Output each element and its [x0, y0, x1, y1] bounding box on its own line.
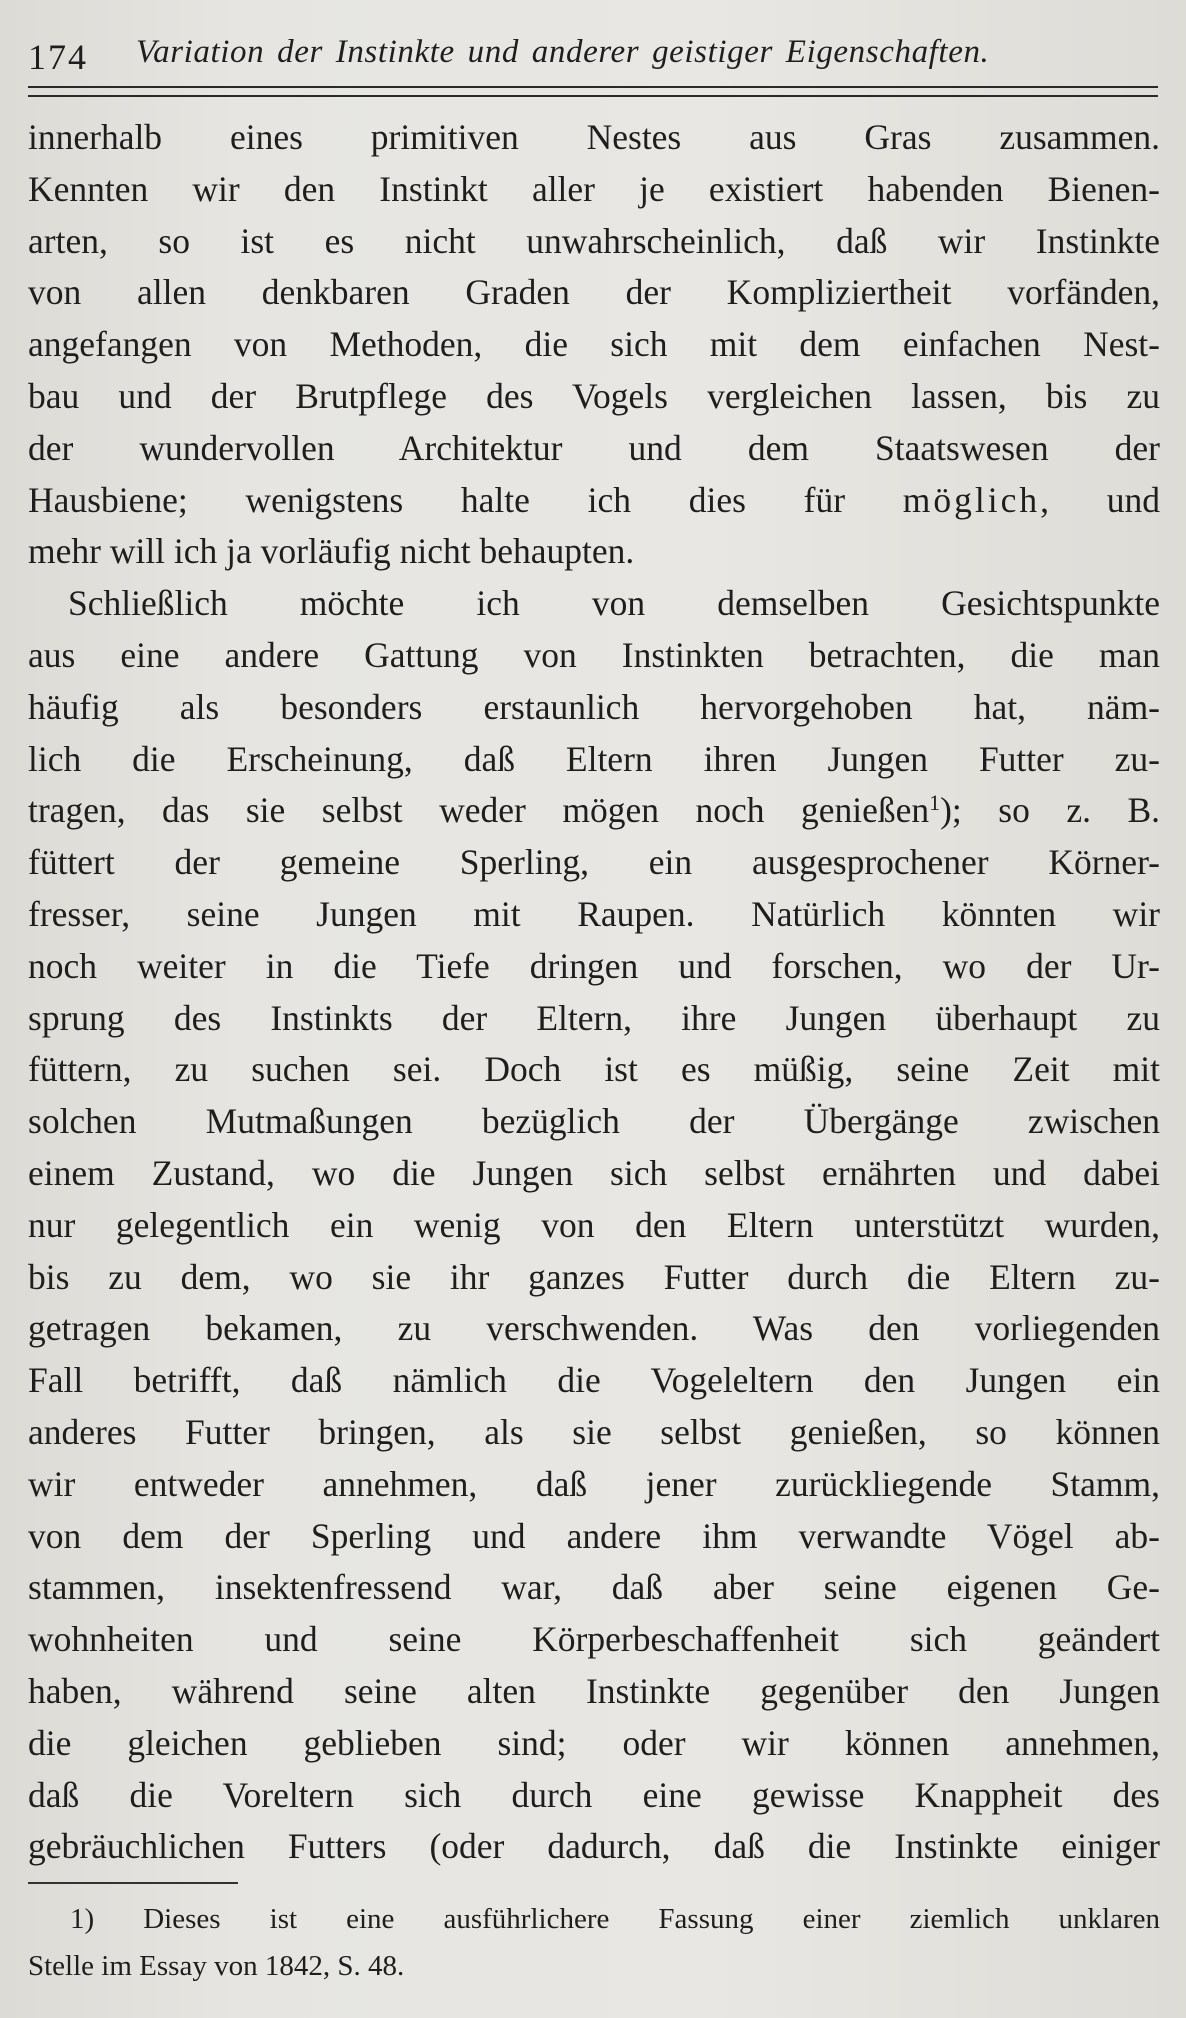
emphasized-word: möglich: [902, 479, 1041, 520]
text-fragment: ); so z. B.: [940, 790, 1160, 831]
text-line: füttert der gemeine Sperling, ein ausgesprochener Körner-: [28, 842, 1160, 883]
text-line: noch weiter in die Tiefe dringen und forschen, wo der Ur-: [28, 945, 1160, 986]
text-line: der wundervollen Architektur und dem Staatswesen der: [28, 427, 1160, 468]
footnote-line: 1) Dieses ist eine ausführlichere Fassung einer ziemlich unklaren: [70, 1903, 1160, 1935]
text-line: Fall betrifft, daß nämlich die Vogeleltern den Jungen ein: [28, 1360, 1160, 1401]
text-line: [28, 785, 1160, 837]
text-fragment: Hausbiene; wenigstens halte ich dies für: [28, 479, 846, 520]
text-line: Kennten wir den Instinkt aller je existiert habenden Bienen-: [28, 168, 1160, 209]
text-line: getragen bekamen, zu verschwenden. Was den vorliegenden: [28, 1308, 1160, 1349]
text-line: solchen Mutmaßungen bezüglich der Übergänge zwischen: [28, 1101, 1160, 1142]
paragraph-1: [28, 112, 1160, 578]
text-line: fresser, seine Jungen mit Raupen. Natürlich könnten wir: [28, 893, 1160, 934]
text-line: haben, während seine alten Instinkte gegenüber den Jungen: [28, 1670, 1160, 1711]
text-line: einem Zustand, wo die Jungen sich selbst ernährten und dabei: [28, 1152, 1160, 1193]
footnote: [28, 1896, 1160, 1990]
paragraph-2: [28, 578, 1160, 1873]
text-line: aus eine andere Gattung von Instinkten betrachten, die man: [28, 634, 1160, 675]
text-line: wir entweder annehmen, daß jener zurückliegende Stamm,: [28, 1463, 1160, 1504]
page-header: [28, 30, 1158, 80]
text-line: stammen, insektenfressend war, daß aber seine eigenen Ge-: [28, 1567, 1160, 1608]
text-line: wohnheiten und seine Körperbeschaffenheit sich geändert: [28, 1619, 1160, 1660]
text-line: mehr will ich ja vorläufig nicht behaupten.: [28, 531, 635, 572]
text-line: bau und der Brutpflege des Vogels vergleichen lassen, bis zu: [28, 375, 1160, 416]
text-line: sprung des Instinkts der Eltern, ihre Jungen überhaupt zu: [28, 997, 1160, 1038]
text-line: arten, so ist es nicht unwahrscheinlich, daß wir Instinkte: [28, 220, 1160, 261]
footnote-line: Stelle im Essay von 1842, S. 48.: [28, 1950, 405, 1982]
page-number: 174: [28, 37, 88, 77]
text-line: die gleichen geblieben sind; oder wir können annehmen,: [28, 1722, 1160, 1763]
header-rule-bottom: [28, 95, 1158, 97]
text-line: nur gelegentlich ein wenig von den Eltern unterstützt wurden,: [28, 1204, 1160, 1245]
body-text: [28, 112, 1160, 1873]
text-line: Schließlich möchte ich von demselben Gesichtspunkte: [68, 583, 1160, 624]
text-line: häufig als besonders erstaunlich hervorgehoben hat, näm-: [28, 686, 1160, 727]
footnote-rule: [28, 1882, 238, 1884]
text-line: daß die Voreltern sich durch eine gewisse Knappheit des: [28, 1774, 1160, 1815]
text-line: lich die Erscheinung, daß Eltern ihren Jungen Futter zu-: [28, 738, 1160, 779]
text-line: von allen denkbaren Graden der Kompliziertheit vorfänden,: [28, 272, 1160, 313]
text-line: gebräuchlichen Futters (oder dadurch, daß die Instinkte einiger: [28, 1826, 1160, 1867]
text-line: innerhalb eines primitiven Nestes aus Gras zusammen.: [28, 117, 1160, 157]
running-title: Variation der Instinkte und anderer geistiger Eigenschaften.: [136, 34, 990, 70]
text-line: von dem der Sperling und andere ihm verwandte Vögel ab-: [28, 1515, 1160, 1556]
text-line: angefangen von Methoden, die sich mit dem einfachen Nest-: [28, 324, 1160, 365]
text-line: [28, 475, 1160, 527]
text-fragment: tragen, das sie selbst weder mögen noch genießen: [28, 790, 930, 831]
footnote-reference: 1: [929, 790, 941, 816]
header-rule-top: [28, 86, 1158, 88]
text-fragment: , und: [1040, 479, 1160, 520]
text-line: anderes Futter bringen, als sie selbst genießen, so können: [28, 1411, 1160, 1452]
text-line: bis zu dem, wo sie ihr ganzes Futter durch die Eltern zu-: [28, 1256, 1160, 1297]
text-line: füttern, zu suchen sei. Doch ist es müßig, seine Zeit mit: [28, 1049, 1160, 1090]
